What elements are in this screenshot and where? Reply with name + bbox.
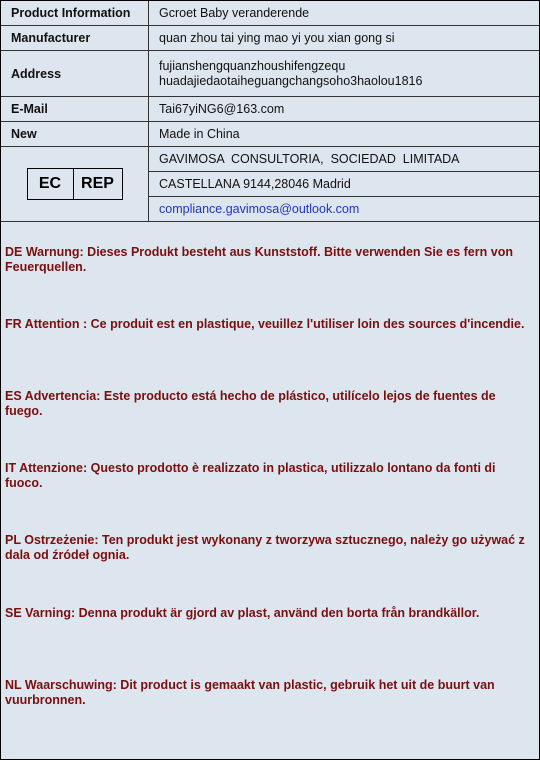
ec-rep-email-cell: [149, 197, 540, 222]
new-value: Made in China: [149, 122, 540, 147]
row-ec-rep-company: [1, 147, 539, 172]
row-manufacturer: [1, 26, 539, 51]
ec-rep-company: GAVIMOSA CONSULTORIA, SOCIEDAD LIMITADA: [149, 147, 540, 172]
address-value: [149, 51, 540, 97]
ec-rep-symbol: [27, 168, 123, 200]
warning-fr: FR Attention : Ce produit est en plastique, veuillez l'utiliser loin des sources d'incendie.: [5, 317, 525, 331]
ec-rep-badge-rep: REP: [81, 175, 114, 192]
ec-rep-badge-ec: EC: [28, 169, 74, 199]
row-email: [1, 97, 539, 122]
manufacturer-label: Manufacturer: [1, 26, 149, 51]
address-label: Address: [1, 51, 149, 97]
ec-rep-address: CASTELLANA 9144,28046 Madrid: [149, 172, 540, 197]
ec-rep-badge-cell: [1, 147, 149, 222]
address-line-1: fujianshengquanzhoushifengzequ: [159, 58, 346, 73]
warning-se: SE Varning: Denna produkt är gjord av plast, använd den borta från brandkällor.: [5, 606, 480, 620]
email-label: E-Mail: [1, 97, 149, 122]
warning-nl: NL Waarschuwing: Dit product is gemaakt van plastic, gebruik het uit de buurt van vuurbronnen.: [5, 678, 495, 707]
product-information-value: Gcroet Baby veranderende: [149, 1, 540, 26]
row-product-information: [1, 1, 539, 26]
warning-pl: PL Ostrzeżenie: Ten produkt jest wykonany z tworzywa sztucznego, należy go używać z dala od źródeł ognia.: [5, 533, 525, 562]
email-value: Tai67yiNG6@163.com: [149, 97, 540, 122]
manufacturer-value: quan zhou tai ying mao yi you xian gong si: [149, 26, 540, 51]
ec-rep-email-link[interactable]: compliance.gavimosa@outlook.com: [159, 202, 360, 216]
product-info-table: [1, 1, 539, 222]
new-label: New: [1, 122, 149, 147]
row-new: [1, 122, 539, 147]
row-address: [1, 51, 539, 97]
warning-es: ES Advertencia: Este producto está hecho de plástico, utilícelo lejos de fuentes de fuego.: [5, 389, 496, 418]
warning-de: DE Warnung: Dieses Produkt besteht aus Kunststoff. Bitte verwenden Sie es fern von Feuerquellen.: [5, 245, 513, 274]
address-line-2: huadajiedaotaiheguangchangsoho3haolou1816: [159, 73, 423, 88]
warning-it: IT Attenzione: Questo prodotto è realizzato in plastica, utilizzalo lontano da fonti di fuoco.: [5, 461, 496, 490]
product-information-label: Product Information: [1, 1, 149, 26]
